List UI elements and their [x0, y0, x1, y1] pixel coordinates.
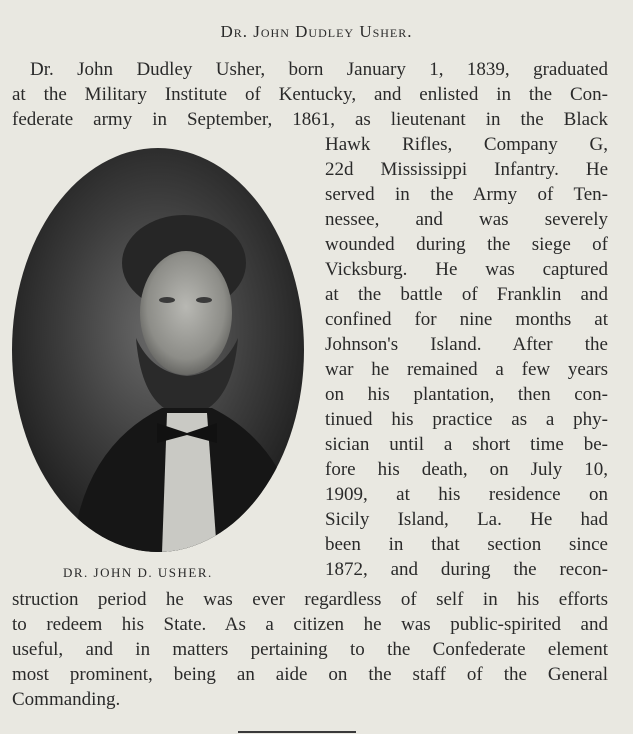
text-line: Dr. John Dudley Usher, born January 1, 1839, graduated — [30, 59, 608, 80]
text-line: Commanding. — [12, 689, 121, 710]
text-line: to redeem his State. As a citizen he was public-spirited and — [12, 614, 608, 635]
text-line: struction period he was ever regardless of self in his efforts — [12, 589, 608, 610]
divider — [238, 731, 356, 733]
text-line: sician until a short time be- — [325, 434, 608, 455]
text-line: fore his death, on July 10, — [325, 459, 608, 480]
text-line: 1872, and during the recon- — [325, 559, 608, 580]
page-title: Dr. John Dudley Usher. — [220, 22, 413, 41]
text-line: 22d Mississippi Infantry. He — [325, 159, 608, 180]
text-line: at the Military Institute of Kentucky, and enlisted in the Con- — [12, 84, 608, 105]
text-line: most prominent, being an aide on the staff of the General — [12, 664, 608, 685]
text-line: tinued his practice as a phy- — [325, 409, 608, 430]
portrait-photo — [12, 148, 304, 553]
text-line: federate army in September, 1861, as lieutenant in the Black — [12, 109, 608, 130]
text-line: war he remained a few years — [325, 359, 608, 380]
text-line: Hawk Rifles, Company G, — [325, 134, 608, 155]
text-line: useful, and in matters pertaining to the Confederate element — [12, 639, 608, 660]
text-line: wounded during the siege of — [325, 234, 608, 255]
text-line: Johnson's Island. After the — [325, 334, 608, 355]
text-line: been in that section since — [325, 534, 608, 555]
text-line: nessee, and was severely — [325, 209, 608, 230]
text-line: confined for nine months at — [325, 309, 608, 330]
text-line: on his plantation, then con- — [325, 384, 608, 405]
portrait-caption: DR. JOHN D. USHER. — [63, 565, 213, 580]
text-line: Vicksburg. He was captured — [325, 259, 608, 280]
text-line: at the battle of Franklin and — [325, 284, 608, 305]
text-line: served in the Army of Ten- — [325, 184, 608, 205]
text-line: Sicily Island, La. He had — [325, 509, 608, 530]
text-line: 1909, at his residence on — [325, 484, 608, 505]
